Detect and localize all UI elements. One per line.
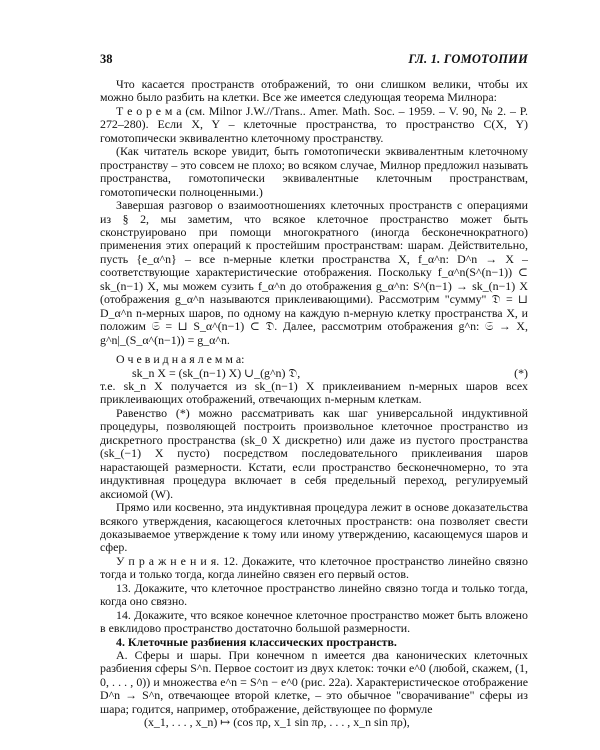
paragraph: (Как читатель вскоре увидит, быть гомотопически эквивалентным клеточному пространству – это совсем не плохо; во всяком случае, Милнор предложил называть пространства, гомотопически эквивалентные клеточным пространствам, гомотопически полноценными.) <box>100 144 528 199</box>
page-number: 38 <box>100 52 113 66</box>
page-header <box>100 52 528 68</box>
paragraph: Завершая разговор о взаимоотношениях клеточных пространств с операциями из § 2, мы заметим, что всякое клеточное пространство может быть сконструировано при помощи многократного (иногда бесконечнократного) применения этих операций к простейшим пространствам: шарам. Действительно, пусть {e_α^n} – все n-мерные клетки пространства X, f_α^n: D^n → X – соответствующие характеристические отображения. Поскольку f_α^n(S^(n−1)) ⊂ sk_(n−1) X, мы можем сузить f_α^n до отображения g_α^n: S^(n−1) → sk_(n−1) X (отображения g_α^n называются приклеивающими). Рассмотрим "сумму" 𝔇 = ⊔ D_α^n n-мерных шаров, по одному на каждую n-мерную клетку пространства X, и положим 𝔖 = ⊔ S_α^(n−1) ⊂ 𝔇. Далее, рассмотрим отображения g^n: 𝔖 → X, g^n|_(S_α^(n−1)) = g_α^n. <box>100 198 528 347</box>
theorem-paragraph: Т е о р е м а (см. Milnor J.W.//Trans.. Amer. Math. Soc. – 1959. – V. 90, № 2. – P. 272–280). Если X, Y – клеточные пространства, то пространство C(X, Y) гомотопически эквивалентно клеточному пространству. <box>100 103 528 145</box>
paragraph: Прямо или косвенно, эта индуктивная процедура лежит в основе доказательства всякого утверждения, касающегося клеточных пространств: она позволяет свести доказываемое утверждение к тому или иному утверждению, касающемуся шаров и сфер. <box>100 500 528 555</box>
final-formula: (x_1, . . . , x_n) ↦ (cos πρ, x_1 sin πρ, . . . , x_n sin πρ), <box>144 715 410 730</box>
paragraph: т.е. sk_n X получается из sk_(n−1) X приклеиванием n-мерных шаров всех приклеивающих отображений, отвечающих n-мерным клеткам. <box>100 378 528 407</box>
body-text <box>100 78 528 730</box>
equation-number: (*) <box>514 365 528 380</box>
exercise-13: 13. Докажите, что клеточное пространство линейно связно тогда и только тогда, когда оно связно. <box>100 580 528 609</box>
paragraph: Что касается пространств отображений, то они слишком велики, чтобы их можно было разбить на клетки. Все же имеется следующая теорема Милнора: <box>100 77 528 105</box>
paragraph: А. Сферы и шары. При конечном n имеется два канонических клеточных разбиения сферы S^n. Первое состоит из двух клеток: точки e^0 (любой, скажем, (1, 0, . . . , 0)) и множества e^n = S^n − e^0 (рис. 22а). Характеристическое отображение D^n → S^n, отвечающее второй клетке, – это обычное "сворачивание" сферы из шара; годится, например, отображение, действующее по формуле <box>100 648 528 716</box>
section-heading: 4. Клеточные разбиения классических пространств. <box>116 634 397 649</box>
lemma-formula-text: sk_n X = (sk_(n−1) X) ∪_(g^n) 𝔇, <box>132 365 301 380</box>
exercise-12: У п р а ж н е н и я. 12. Докажите, что клеточное пространство линейно связно тогда и только тогда, когда линейно связен его первый остов. <box>100 553 528 582</box>
running-head: ГЛ. 1. ГОМОТОПИИ <box>408 52 528 66</box>
lemma-formula <box>100 367 528 380</box>
lemma-heading: О ч е в и д н а я л е м м а: <box>116 352 245 367</box>
exercise-14: 14. Докажите, что всякое конечное клеточное пространство может быть вложено в евклидово пространство достаточно большой размерности. <box>100 607 528 636</box>
paragraph: Равенство (*) можно рассматривать как шаг универсальной индуктивной процедуры, позволяющей построить произвольное клеточное пространство из дискретного пространства (sk_0 X дискретно) или даже из пустого пространства (sk_(−1) X пусто) посредством последовательного приклеивания шаров нарастающей размерности. Кстати, если пространство бесконечномерно, то эта индуктивная процедура включает в себя предельный переход, регулируемый аксиомой (W). <box>100 405 528 501</box>
